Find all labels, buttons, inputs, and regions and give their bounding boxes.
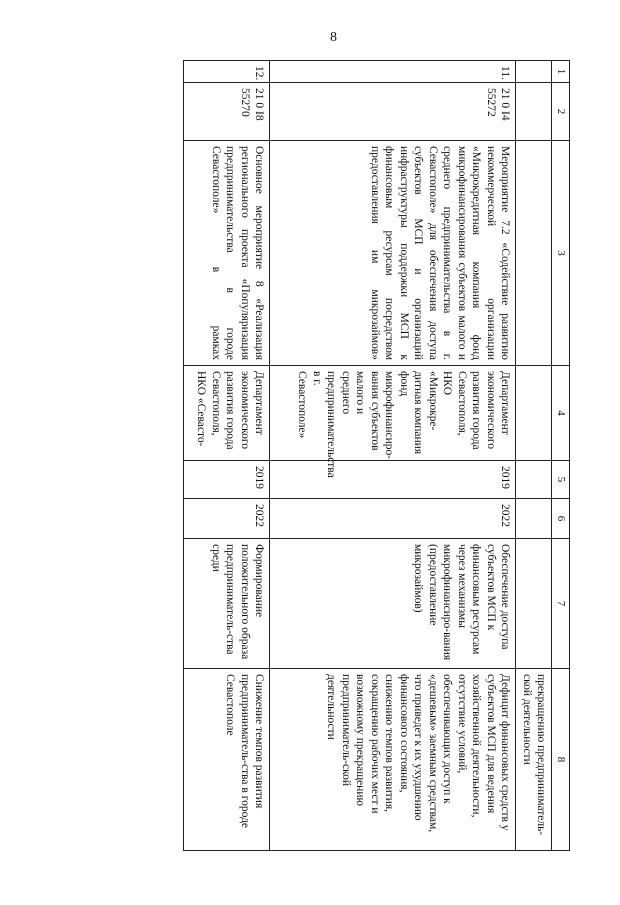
consequences: Дефицит финансовых средств у субъектов МСП для ведения хозяйственной деятельности, отсутствие условий, обеспечивающих доступ к «дешевым» заемным средствам, что приведет к их ухудшению финансового состояния, снижению темпов развития, сокращению рабочих мест и возможному прекращению предприниматель-ской деятельности: [270, 669, 516, 851]
row-number: 12.: [184, 61, 270, 83]
executor: Департамент экономического развития города Севастополя, НКО «Микрокре-дитная компания фонд микрофинансиро-вания субъектов малого и среднего предпринимательства в г. Севастополе»: [270, 366, 516, 461]
start-year: 2019: [270, 461, 516, 499]
header-col-7: 7: [552, 539, 570, 669]
table-row: [184, 61, 270, 851]
header-col-6: 6: [552, 499, 570, 539]
header-col-8: 8: [552, 669, 570, 851]
header-col-3: 3: [552, 141, 570, 366]
expected-result: Формирование положительного образа предприниматель-ства среди: [184, 539, 270, 669]
header-col-5: 5: [552, 461, 570, 499]
consequences: Снижение темпов развития предприниматель-ства в городе Севастополе: [184, 669, 270, 851]
header-col-1: 1: [552, 61, 570, 83]
event-description: Основное мероприятие 8 «Реализация регионального проекта «Популяризация предпринимательства в городе Севастополе» в рамках: [184, 141, 270, 366]
start-year: 2019: [184, 461, 270, 499]
continuation-row: [516, 61, 552, 851]
rotated-table-container: [110, 60, 570, 850]
event-description: Мероприятие 7.2 «Содействие развитию некоммерческой организации «Микрокредитная компания фонд микрофинансирования субъектов малого и среднего предпринимательства в г. Севастополе» для обеспечения доступа субъектов МСП и организаций инфраструктуры поддержки МСП к финансовым ресурсам посредством предоставления им микрозаймов»: [270, 141, 516, 366]
executor: Департамент экономического развития города Севастополя, НКО «Севасто-: [184, 366, 270, 461]
expected-result: Обеспечение доступа субъектов МСП к финансовым ресурсам через механизмы микрофинансиро-вания (предоставление микрозаймов): [270, 539, 516, 669]
measures-table: [184, 60, 571, 851]
row-number: 11.: [270, 61, 516, 83]
page-number: 8: [330, 30, 337, 45]
continuation-consequences: прекращению предприниматель-ской деятельности: [516, 669, 552, 851]
end-year: 2022: [270, 499, 516, 539]
end-year: 2022: [184, 499, 270, 539]
column-number-row: [552, 61, 570, 851]
header-col-4: 4: [552, 366, 570, 461]
table-row: [270, 61, 516, 851]
header-col-2: 2: [552, 83, 570, 141]
budget-code: 21 0 I4 55272: [270, 83, 516, 141]
budget-code: 21 0 I8 55270: [184, 83, 270, 141]
